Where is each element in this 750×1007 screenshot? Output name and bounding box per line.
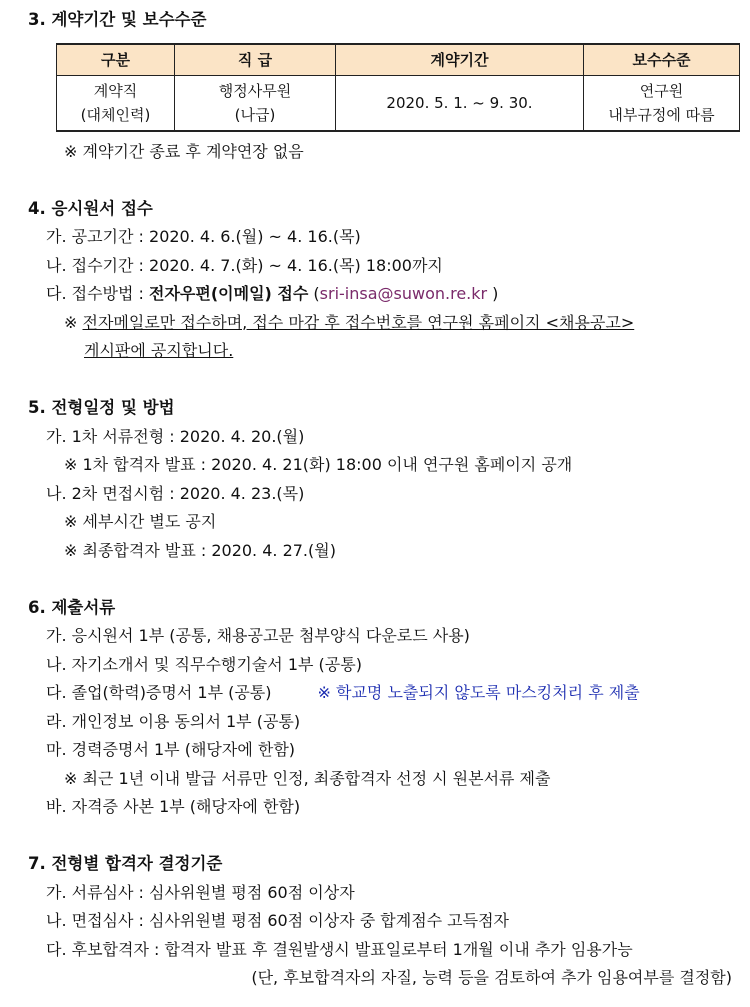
cell-type <box>57 75 175 131</box>
s7-line: 가. 서류심사 : 심사위원별 평점 60점 이상자 <box>46 882 355 902</box>
s4-note <box>0 309 750 338</box>
th-pay: 보수수준 <box>584 44 740 76</box>
text: 다. 접수방법 : <box>46 284 150 303</box>
text: ( <box>308 284 320 303</box>
s7-line: 다. 후보합격자 : 합격자 발표 후 결원발생시 발표일로부터 1개월 이내 추가 임용가능 <box>46 939 633 959</box>
s5-line: ※ 최종합격자 발표 : 2020. 4. 27.(월) <box>64 540 336 560</box>
s6-line: 바. 자격증 사본 1부 (해당자에 한함) <box>46 797 301 816</box>
text-bold: 전자우편(이메일) 접수 <box>149 284 309 303</box>
s4-method <box>0 280 750 309</box>
cell-text: 행정사무원 <box>218 81 292 100</box>
section-5-title: 5. 전형일정 및 방법 <box>28 398 175 417</box>
section-3-title: 3. 계약기간 및 보수수준 <box>28 10 207 29</box>
cell-text: 내부규정에 따름 <box>608 105 715 124</box>
text: ) <box>487 284 499 303</box>
cell-text: (나급) <box>234 105 276 124</box>
table-row <box>57 75 740 131</box>
th-type: 구분 <box>57 44 175 76</box>
s7-line: (단, 후보합격자의 자질, 능력 등을 검토하여 추가 임용여부를 결정함) <box>251 968 732 987</box>
th-period: 계약기간 <box>336 44 584 76</box>
s4-line: 가. 공고기간 : 2020. 4. 6.(월) ~ 4. 16.(목) <box>46 227 361 246</box>
contract-table <box>56 43 740 132</box>
text: 다. 졸업(학력)증명서 1부 (공통) <box>46 683 272 702</box>
s5-line: 가. 1차 서류전형 : 2020. 4. 20.(월) <box>46 426 305 446</box>
s6-line: 마. 경력증명서 1부 (해당자에 한함) <box>46 740 296 759</box>
section-7-title: 7. 전형별 합격자 결정기준 <box>28 854 223 873</box>
s6-line <box>0 679 750 708</box>
email-link[interactable]: sri-insa@suwon.re.kr <box>319 284 488 303</box>
section-4-title: 4. 응시원서 접수 <box>28 198 153 218</box>
cell-period: 2020. 5. 1. ~ 9. 30. <box>336 75 584 131</box>
text: ※ <box>64 312 83 332</box>
s4-line: 나. 접수기간 : 2020. 4. 7.(화) ~ 4. 16.(목) 18:00까지 <box>46 255 443 275</box>
s6-line: ※ 최근 1년 이내 발급 서류만 인정, 최종합격자 선정 시 원본서류 제출 <box>64 768 551 788</box>
cell-text: 연구원 <box>639 81 684 100</box>
s5-line: ※ 1차 합격자 발표 : 2020. 4. 21(화) 18:00 이내 연구원 홈페이지 공개 <box>64 455 573 474</box>
th-grade: 직 급 <box>175 44 336 76</box>
text-underlined: 전자메일로만 접수하며, 접수 마감 후 접수번호를 연구원 홈페이지 <채용공고> <box>82 312 635 332</box>
s7-line: 나. 면접심사 : 심사위원별 평점 60점 이상자 중 합계점수 고득점자 <box>46 911 510 930</box>
s3-note: ※ 계약기간 종료 후 계약연장 없음 <box>64 141 304 161</box>
masking-note: ※ 학교명 노출되지 않도록 마스킹처리 후 제출 <box>317 683 640 702</box>
cell-pay <box>584 75 740 131</box>
s5-line: ※ 세부시간 별도 공지 <box>64 512 217 531</box>
s6-line: 라. 개인정보 이용 동의서 1부 (공통) <box>46 711 301 731</box>
s4-note-cont: 게시판에 공지합니다. <box>84 341 234 360</box>
s5-line: 나. 2차 면접시험 : 2020. 4. 23.(목) <box>46 483 305 503</box>
cell-text: (대체인력) <box>80 105 151 124</box>
cell-text: 계약직 <box>93 81 138 100</box>
s6-line: 가. 응시원서 1부 (공통, 채용공고문 첨부양식 다운로드 사용) <box>46 626 470 645</box>
cell-grade <box>175 75 336 131</box>
s6-line: 나. 자기소개서 및 직무수행기술서 1부 (공통) <box>46 654 362 674</box>
section-6-title: 6. 제출서류 <box>28 597 116 617</box>
